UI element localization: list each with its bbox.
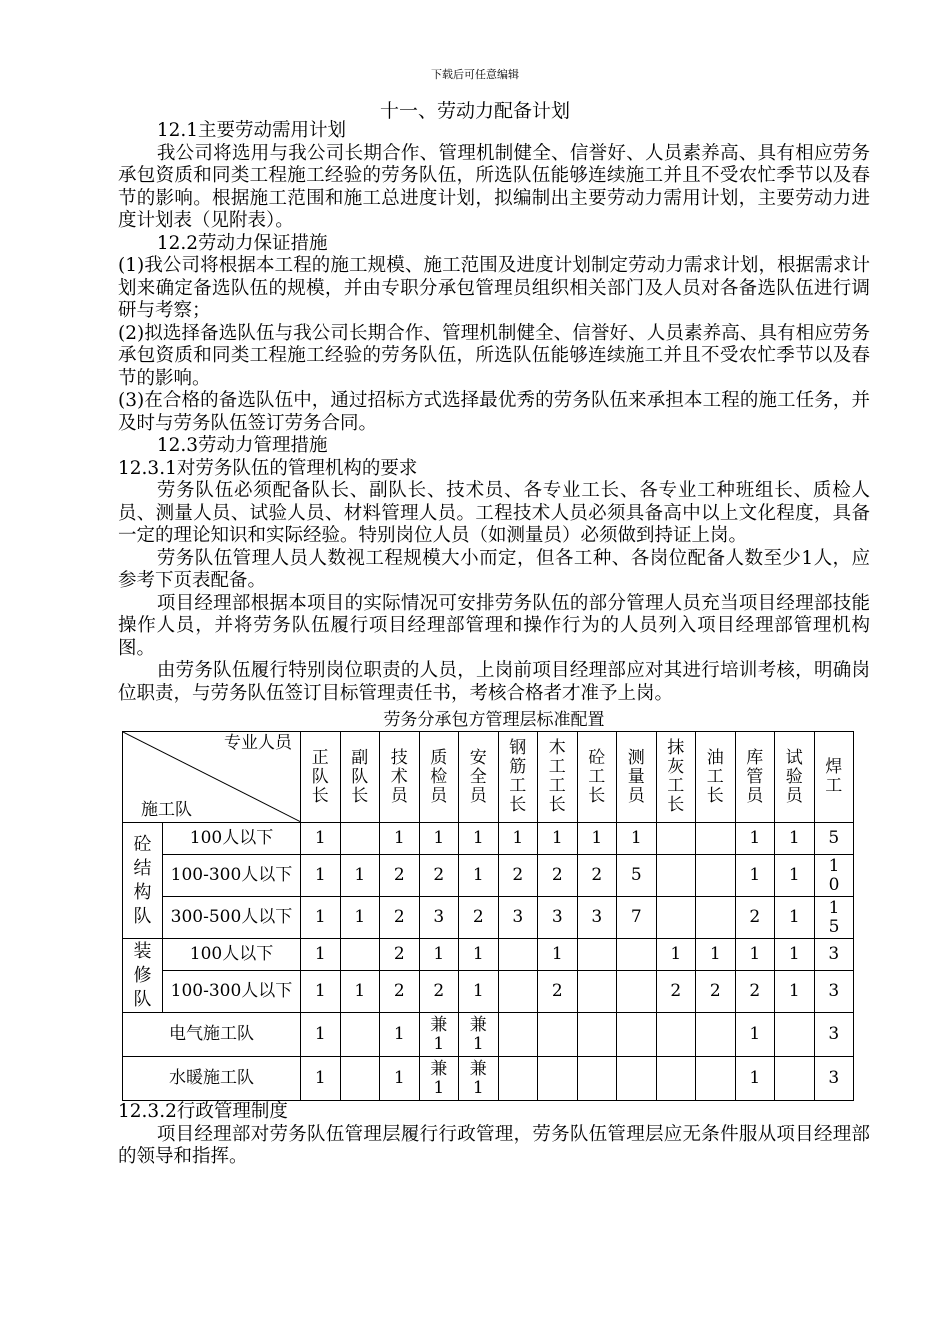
table-cell: 1	[775, 823, 815, 855]
table-cell: 3	[814, 1057, 854, 1101]
table-cell: 3	[814, 939, 854, 971]
table-cell: 1	[301, 939, 341, 971]
table-cell: 1	[735, 939, 775, 971]
table-cell: 1	[340, 897, 380, 939]
table-cell	[577, 939, 617, 971]
column-header: 木工工长	[538, 732, 578, 823]
table-cell: 1	[419, 823, 459, 855]
table-cell: 兼1	[459, 1013, 499, 1057]
table-cell	[775, 1057, 815, 1101]
table-cell: 1	[775, 971, 815, 1013]
paragraph-12-3-1-c: 项目经理部根据本项目的实际情况可安排劳务队伍的部分管理人员充当项目经理部技能操作人员，并将劳务队伍履行项目经理部管理和操作行为的人员列入项目经理部管理机构图。	[118, 592, 870, 659]
table-row	[123, 971, 854, 1013]
table-cell	[577, 1013, 617, 1057]
table-cell: 1	[459, 823, 499, 855]
table-cell: 1	[538, 939, 578, 971]
table-cell	[340, 1057, 380, 1101]
list-item-12-2-3: (3)在合格的备选队伍中，通过招标方式选择最优秀的劳务队伍来承担本工程的施工任务，并及时与劳务队伍签订劳务合同。	[118, 390, 870, 434]
table-cell: 1	[538, 823, 578, 855]
table-header-row	[123, 732, 854, 823]
table-cell: 1	[459, 939, 499, 971]
table-cell: 3	[498, 897, 538, 939]
table-cell: 2	[380, 855, 420, 897]
table-row	[123, 897, 854, 939]
column-header: 库管员	[735, 732, 775, 823]
table-cell	[498, 939, 538, 971]
table-cell	[696, 1013, 736, 1057]
table-cell: 1	[340, 855, 380, 897]
row-label: 电气施工队	[123, 1013, 301, 1057]
table-row	[123, 939, 854, 971]
table-cell	[617, 971, 657, 1013]
section-heading-12-1: 12.1主要劳动需用计划	[156, 120, 347, 141]
table-cell: 1	[301, 1013, 341, 1057]
table-body	[123, 823, 854, 1101]
row-label: 水暖施工队	[123, 1057, 301, 1101]
table-cell	[538, 1013, 578, 1057]
document-body	[118, 120, 870, 1169]
table-cell: 1	[656, 939, 696, 971]
column-header: 抹灰工长	[656, 732, 696, 823]
section-heading-12-3: 12.3劳动力管理措施	[156, 435, 328, 456]
paragraph-12-1: 我公司将选用与我公司长期合作、管理机制健全、信誉好、人员素养高、具有相应劳务承包资质和同类工程施工经验的劳务队伍，所选队伍能够连续施工并且不受农忙季节以及春节的影响。根据施工范围和施工总进度计划，拟编制出主要劳动力需用计划，主要劳动力进度计划表（见附表）。	[118, 142, 870, 231]
table-cell: 5	[617, 855, 657, 897]
table-cell: 1	[301, 897, 341, 939]
row-label: 100-300人以下	[163, 971, 301, 1013]
table-cell	[617, 939, 657, 971]
table-cell	[617, 1057, 657, 1101]
table-cell	[656, 823, 696, 855]
table-cell: 1	[775, 897, 815, 939]
table-cell	[775, 1013, 815, 1057]
table-cell	[656, 855, 696, 897]
table-cell: 1	[301, 1057, 341, 1101]
table-cell: 1	[735, 1057, 775, 1101]
table-cell: 2	[380, 897, 420, 939]
table-cell: 15	[814, 897, 854, 939]
table-cell: 2	[538, 971, 578, 1013]
table-cell	[656, 897, 696, 939]
column-header: 正队长	[301, 732, 341, 823]
table-cell: 1	[696, 939, 736, 971]
table-cell	[340, 1013, 380, 1057]
group-label-cell: 装修队	[123, 939, 163, 1013]
table-cell	[577, 1057, 617, 1101]
row-label: 100人以下	[163, 823, 301, 855]
table-cell: 5	[814, 823, 854, 855]
table-cell	[696, 1057, 736, 1101]
paragraph-12-3-1-b: 劳务队伍管理人员人数视工程规模大小而定，但各工种、各岗位配备人数至少1人，应参考下页表配备。	[118, 547, 870, 591]
table-cell: 兼1	[419, 1057, 459, 1101]
row-label: 300-500人以下	[163, 897, 301, 939]
table-row	[123, 823, 854, 855]
table-cell: 1	[775, 939, 815, 971]
header-note: 下载后可任意编辑	[431, 68, 519, 81]
table-cell: 1	[735, 1013, 775, 1057]
table-cell: 1	[301, 855, 341, 897]
table-cell	[498, 971, 538, 1013]
table-corner-cell	[123, 732, 301, 823]
corner-bottom-label: 施工队	[141, 800, 192, 820]
table-cell: 1	[301, 823, 341, 855]
table-cell: 2	[498, 855, 538, 897]
table-cell: 2	[577, 855, 617, 897]
column-header: 质检员	[419, 732, 459, 823]
table-caption: 劳务分承包方管理层标准配置	[383, 710, 605, 730]
row-label: 100-300人以下	[163, 855, 301, 897]
table-cell: 2	[735, 971, 775, 1013]
table-cell: 1	[735, 823, 775, 855]
table-cell: 1	[617, 823, 657, 855]
table-cell: 2	[696, 971, 736, 1013]
column-header: 油工长	[696, 732, 736, 823]
subsection-heading-12-3-2: 12.3.2行政管理制度	[118, 1101, 288, 1122]
table-cell: 2	[538, 855, 578, 897]
column-header: 副队长	[340, 732, 380, 823]
table-cell	[656, 1013, 696, 1057]
column-header: 钢筋工长	[498, 732, 538, 823]
table-cell: 1	[577, 823, 617, 855]
table-cell: 兼1	[459, 1057, 499, 1101]
table-cell: 10	[814, 855, 854, 897]
table-cell	[498, 1013, 538, 1057]
table-cell: 兼1	[419, 1013, 459, 1057]
list-item-12-2-1: (1)我公司将根据本工程的施工规模、施工范围及进度计划制定劳动力需求计划，根据需求计划来确定备选队伍的规模，并由专职分承包管理员组织相关部门及人员对各备选队伍进行调研与考察；	[118, 255, 870, 321]
table-cell	[498, 1057, 538, 1101]
column-header: 焊工	[814, 732, 854, 823]
table-cell	[696, 855, 736, 897]
page-title: 十一、劳动力配备计划	[379, 100, 570, 122]
table-cell	[340, 939, 380, 971]
table-cell	[617, 1013, 657, 1057]
staffing-table	[122, 731, 854, 1101]
table-cell: 1	[380, 1013, 420, 1057]
table-cell: 3	[577, 897, 617, 939]
table-cell	[577, 971, 617, 1013]
table-cell	[696, 823, 736, 855]
table-cell: 1	[459, 855, 499, 897]
table-cell: 2	[735, 897, 775, 939]
table-cell: 3	[538, 897, 578, 939]
corner-top-label: 专业人员	[224, 733, 292, 753]
table-cell: 1	[498, 823, 538, 855]
table-row	[123, 1057, 854, 1101]
column-header: 技术员	[380, 732, 420, 823]
section-heading-12-2: 12.2劳动力保证措施	[156, 232, 328, 254]
column-header: 砼工长	[577, 732, 617, 823]
group-label-cell: 砼结构队	[123, 823, 163, 939]
table-cell: 2	[380, 939, 420, 971]
column-header: 测量员	[617, 732, 657, 823]
table-cell: 2	[380, 971, 420, 1013]
table-row	[123, 855, 854, 897]
table-cell: 1	[735, 855, 775, 897]
table-cell	[656, 1057, 696, 1101]
table-cell	[696, 897, 736, 939]
table-cell: 7	[617, 897, 657, 939]
table-cell: 3	[419, 897, 459, 939]
table-cell: 1	[419, 939, 459, 971]
subsection-heading-12-3-1: 12.3.1对劳务队伍的管理机构的要求	[118, 457, 418, 479]
paragraph-12-3-2: 项目经理部对劳务队伍管理层履行行政管理，劳务队伍管理层应无条件服从项目经理部的领导和指挥。	[118, 1123, 870, 1167]
table-cell: 2	[419, 855, 459, 897]
table-cell	[538, 1057, 578, 1101]
table-cell: 1	[380, 1057, 420, 1101]
paragraph-12-3-1-d: 由劳务队伍履行特别岗位职责的人员，上岗前项目经理部应对其进行培训考核，明确岗位职责，与劳务队伍签订目标管理责任书，考核合格者才准予上岗。	[118, 660, 870, 704]
table-cell: 1	[459, 971, 499, 1013]
table-cell: 1	[301, 971, 341, 1013]
table-cell: 2	[419, 971, 459, 1013]
table-cell	[340, 823, 380, 855]
table-cell: 1	[775, 855, 815, 897]
row-label: 100人以下	[163, 939, 301, 971]
paragraph-12-3-1-a: 劳务队伍必须配备队长、副队长、技术员、各专业工长、各专业工种班组长、质检人员、测量人员、试验人员、材料管理人员。工程技术人员必须具备高中以上文化程度，具备一定的理论知识和实际经验。特别岗位人员（如测量员）必须做到持证上岗。	[118, 480, 870, 546]
table-cell: 2	[459, 897, 499, 939]
table-cell: 2	[656, 971, 696, 1013]
table-row	[123, 1013, 854, 1057]
column-header: 安全员	[459, 732, 499, 823]
table-cell: 3	[814, 1013, 854, 1057]
table-cell: 1	[380, 823, 420, 855]
table-cell: 3	[814, 971, 854, 1013]
column-header: 试验员	[775, 732, 815, 823]
list-item-12-2-2: (2)拟选择备选队伍与我公司长期合作、管理机制健全、信誉好、人员素养高、具有相应劳务承包资质和同类工程施工经验的劳务队伍，所选队伍能够连续施工并且不受农忙季节以及春节的影响。	[118, 322, 870, 389]
table-cell: 1	[340, 971, 380, 1013]
